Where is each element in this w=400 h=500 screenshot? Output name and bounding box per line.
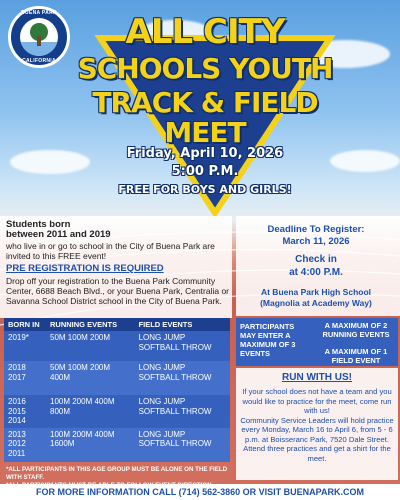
deadline-date: March 11, 2026	[282, 236, 350, 247]
field-cell: LONG JUMP SOFTBALL THROW	[135, 361, 230, 395]
born-cell: 2019*	[4, 331, 46, 361]
running-cell: 100M 200M 400M 1600M	[46, 428, 135, 462]
eligibility-line-1: Students born	[6, 219, 71, 230]
preregistration-body: Drop off your registration to the Buena Park Community Center, 6688 Beach Blvd., or your Buena Park, Centralia or Savanna School District school in the City of Buena Park.	[6, 276, 230, 306]
footer-contact: FOR MORE INFORMATION CALL (714) 562-3860 OR VISIT BUENAPARK.COM	[0, 484, 400, 500]
seal-bottom-text: CALIFORNIA	[22, 58, 56, 64]
seal-top-text: BUENA PARK	[21, 10, 57, 16]
note-1: *ALL PARTICIPANTS IN THIS AGE GROUP MUST BE ALONE ON THE FIELD WITH STAFF.	[6, 466, 228, 481]
location-detail: (Magnolia at Academy Way)	[260, 298, 372, 308]
running-cell: 50M 100M 200M	[46, 331, 135, 361]
born-cell: 2016 2015 2014	[4, 395, 46, 428]
checkin-time: at 4:00 P.M.	[289, 267, 343, 278]
deadline-label: Deadline To Register:	[267, 224, 365, 235]
event-date: Friday, April 10, 2026	[126, 146, 284, 161]
seal-emblem	[20, 18, 58, 56]
table-row	[4, 428, 230, 462]
location-name: At Buena Park High School	[260, 287, 372, 297]
event-limits-box	[236, 318, 398, 366]
run-with-us-paragraph-2: Community Service Leaders will hold practice every Monday, March 16 to April 6, from 5 - 6 p.m. at Boisseranc Park, 7520 Dale Street. Attend three practices and get a shirt for the meet.	[240, 415, 394, 463]
table-row	[4, 361, 230, 395]
registration-details-panel	[236, 216, 400, 316]
column-header-running: RUNNING EVENTS	[46, 318, 135, 331]
column-header-born: BORN IN	[4, 318, 46, 331]
run-with-us-body	[239, 387, 395, 463]
title-line-3: TRACK & FIELD MEET	[92, 86, 318, 149]
table-row	[4, 395, 230, 428]
limits-field: A MAXIMUM OF 1 FIELD EVENT	[324, 347, 388, 365]
events-table	[4, 318, 230, 462]
field-cell: LONG JUMP SOFTBALL THROW	[135, 428, 230, 462]
free-tagline: FREE FOR BOYS AND GIRLS!	[118, 183, 292, 196]
field-cell: LONG JUMP SOFTBALL THROW	[135, 331, 230, 361]
tree-icon	[20, 18, 58, 56]
running-cell: 50M 100M 200M 400M	[46, 361, 135, 395]
preregistration-heading: PRE REGISTRATION IS REQUIRED	[6, 263, 164, 274]
eligibility-line-3: who live in or go to school in the City of Buena Park are invited to this FREE event!	[6, 241, 215, 261]
born-cell: 2018 2017	[4, 361, 46, 395]
limits-total: PARTICIPANTS MAY ENTER A MAXIMUM OF 3 EVENTS	[240, 322, 296, 358]
field-cell: LONG JUMP SOFTBALL THROW	[135, 395, 230, 428]
born-cell: 2013 2012 2011	[4, 428, 46, 462]
limits-running: A MAXIMUM OF 2 RUNNING EVENTS	[322, 321, 390, 339]
eligibility-panel	[0, 216, 232, 318]
cloud	[10, 150, 90, 174]
eligibility-line-2: between 2011 and 2019	[6, 229, 111, 240]
title-line-2: SCHOOLS YOUTH	[77, 52, 333, 85]
event-time: 5:00 P.M.	[171, 164, 239, 179]
run-with-us-paragraph-1: If your school does not have a team and you would like to practice for the meet, come run with us!	[242, 387, 392, 415]
running-cell: 100M 200M 400M 800M	[46, 395, 135, 428]
column-header-field: FIELD EVENTS	[135, 318, 230, 331]
title-line-1: ALL CITY	[125, 12, 285, 52]
run-with-us-panel	[236, 368, 398, 480]
checkin-label: Check in	[295, 254, 337, 265]
table-row	[4, 331, 230, 361]
run-with-us-heading: RUN WITH US!	[282, 372, 352, 383]
